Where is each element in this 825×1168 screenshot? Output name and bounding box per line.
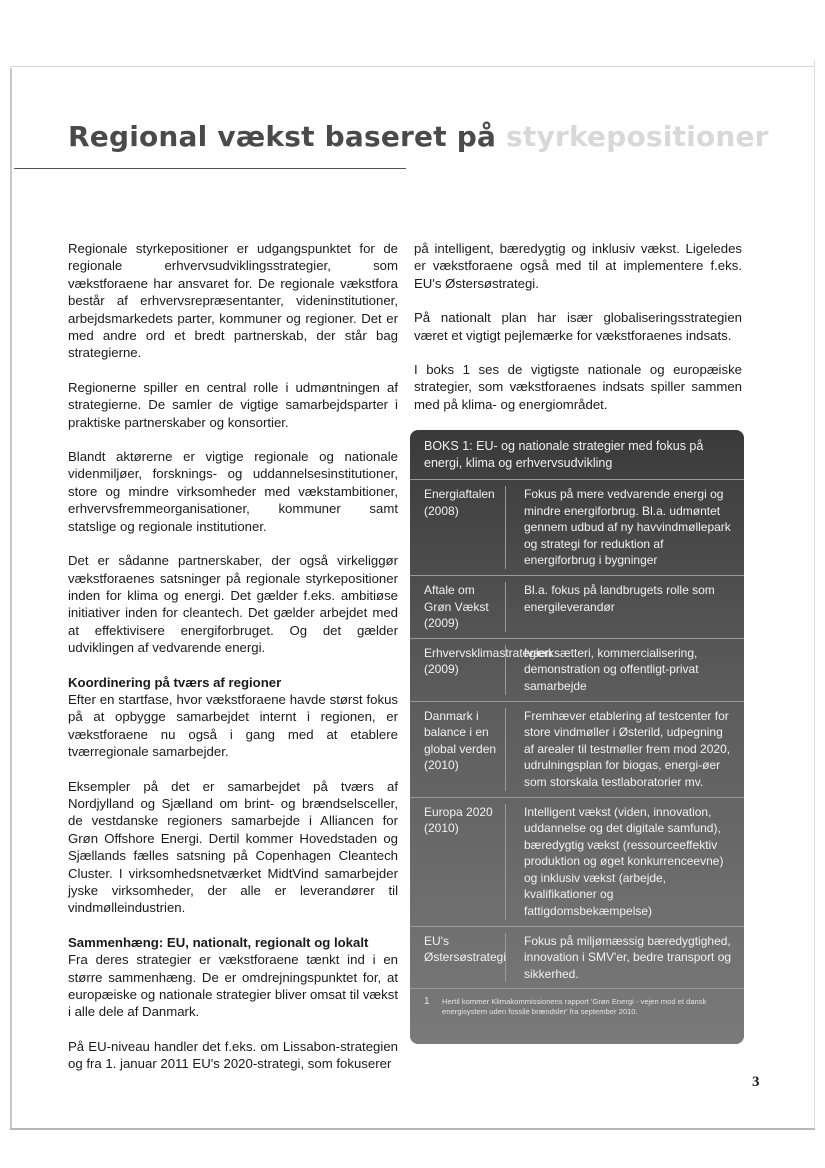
box-row-label: Danmark i balance i en global verden (2010) — [410, 708, 506, 791]
scan-edge-bottom — [10, 1128, 815, 1130]
left-column — [68, 240, 398, 1090]
strategy-box — [410, 430, 744, 1044]
page-number: 3 — [752, 1074, 760, 1090]
page-title-faded: styrkepositioner — [506, 120, 769, 153]
box-row-text: Fokus på miljømæssig bæredygtighed, innovation i SMV'er, bedre transport og sikkerhed. — [524, 933, 732, 981]
section-heading: Sammenhæng: EU, nationalt, regionalt og lokalt — [68, 934, 369, 950]
paragraph: Det er sådanne partnerskaber, der også virkeliggør vækstforaenes satsninger på regionale styrkepositioner inden for klima og energi. Det gælder f.eks. ambitiøse initiativer inden for cleantech. Det gælder arbejdet med at effektivisere energiforbruget. Og det gælder udviklingen af vedvarende energi. — [68, 553, 398, 656]
box-row-text: Fremhæver etablering af testcenter for store vindmøller i Østerild, udpegning af arealer til testmøller frem mod 2020, udrulningsplan for biogas, energi-øer som storskala testlaboratorier mv. — [524, 708, 731, 789]
paragraph: Eksempler på det er samarbejdet på tværs af Nordjylland og Sjælland om brint- og brændselsceller, de vestdanske regioners samarbejde i Alliancen for Grøn Offshore Energi. Dertil kommer Hovedstaden og Sjællands fælles satsning på Copenhagen Cleantech Cluster. I virksomhedsnetværket MidtVind samarbejder jyske virksomheder, der alle er leverandører til vindmølleindustrien. — [68, 778, 398, 916]
section-heading: Koordinering på tværs af regioner — [68, 674, 282, 690]
box-row — [410, 702, 744, 798]
footnote-number: 1 — [424, 996, 430, 1008]
paragraph: Efter en startfase, hvor vækstforaene havde størst fokus på at opbygge samarbejdet internt i regionen, er vækstforaene nu også i gang med at etablere tværregionale samarbejder. — [68, 691, 398, 760]
paragraph: På nationalt plan har især globaliseringsstrategien været et vigtigt pejlemærke for vækstforaenes indsats. — [414, 310, 742, 343]
page-title-main: Regional vækst baseret på — [68, 120, 507, 153]
box-row — [410, 798, 744, 927]
paragraph: Blandt aktørerne er vigtige regionale og nationale videnmiljøer, forsknings- og uddannelsesinstitutioner, store og mindre virksomheder med vækstambitioner, erhvervsfremmeorganisationer, kommuner samt statslige og regionale institutioner. — [68, 449, 398, 534]
box-row — [410, 639, 744, 702]
scan-edge-top — [10, 66, 815, 67]
paragraph: I boks 1 ses de vigtigste nationale og europæiske strategier, som vækstforaenes indsats spiller sammen med på klima- og energiområdet. — [414, 362, 742, 412]
box-row-label: Aftale om Grøn Vækst (2009) — [410, 582, 506, 632]
box-row-text: Iværksætteri, kommercialisering, demonstration og offentligt-privat samarbejde — [524, 645, 699, 693]
page-title — [68, 120, 769, 153]
title-rule — [14, 168, 406, 169]
box-row — [410, 927, 744, 990]
box-footnote — [410, 989, 744, 1017]
box-row-label: EU's Østersøstrategi — [410, 933, 506, 983]
box-title: BOKS 1: EU- og nationale strategier med fokus på energi, klima og erhvervsudvikling — [410, 430, 744, 480]
box-row — [410, 576, 744, 639]
paragraph: Fra deres strategier er vækstforaene tænkt ind i en større sammenhæng. De er omdrejningspunktet for, at europæiske og nationale strategier bliver omsat til vækst i alle dele af Danmark. — [68, 952, 398, 1020]
box-row-label: Europa 2020 (2010) — [410, 804, 506, 920]
box-row-text: Fokus på mere vedvarende energi og mindre energiforbrug. Bl.a. udmøntet gennem udbud af ny havvindmøllepark og strategi for reduktion af energiforbrug i bygninger — [524, 487, 731, 568]
box-row-label: Energiaftalen (2008) — [410, 486, 506, 569]
paragraph: På EU-niveau handler det f.eks. om Lissabon-strategien og fra 1. januar 2011 EU's 2020-strategi, som fokuserer — [68, 1038, 398, 1072]
box-row-label: Erhvervsklimastrategien (2009) — [410, 645, 506, 695]
box-row-text: Intelligent vækst (viden, innovation, uddannelse og det digitale samfund), bæredygtig vækst (ressourceeffektiv produktion og øget konkurrenceevne) og inklusiv vækst (arbejde, kvalifikationer og fattigdomsbekæmpelse) — [524, 804, 724, 919]
scan-edge-left — [10, 68, 12, 1128]
footnote-text: Hertil kommer Klimakommissionens rapport 'Grøn Energi - vejen mod et dansk energisystem uden fossile brændsler' fra september 2010. — [442, 997, 707, 1017]
right-column — [414, 240, 742, 430]
scan-edge-right — [814, 60, 815, 1130]
paragraph: Regionerne spiller en central rolle i udmøntningen af strategierne. De samler de vigtige samarbejdsparter i praktiske partnerskaber og konsortier. — [68, 379, 398, 430]
box-row — [410, 480, 744, 576]
box-row-text: Bl.a. fokus på landbrugets rolle som energileverandør — [524, 582, 715, 614]
paragraph: på intelligent, bæredygtig og inklusiv vækst. Ligeledes er vækstforaene også med til at implementere f.eks. EU's Østersøstrategi. — [414, 241, 742, 291]
paragraph: Regionale styrkepositioner er udgangspunktet for de regionale erhvervsudviklingsstrategier, som vækstforaene har ansvaret for. De regionale vækstfora består af erhvervsrepræsentanter, videninstitutioner, arbejdsmarkedets parter, kommuner og regioner. Det er med andre ord et bredt partnerskab, der står bag strategierne. — [68, 241, 398, 361]
